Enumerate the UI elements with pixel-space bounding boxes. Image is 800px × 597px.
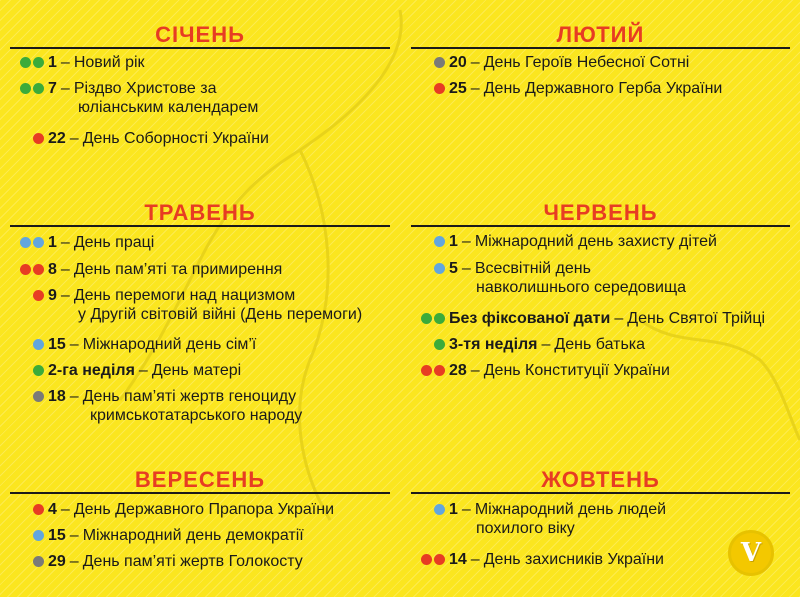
event-date: 1 [48, 54, 57, 71]
category-dots [10, 552, 48, 567]
month-title: ЖОВТЕНЬ [541, 467, 660, 492]
category-dots [411, 500, 449, 515]
category-dots [411, 309, 449, 324]
event-title: Міжнародний день сім’ї [82, 336, 257, 353]
event-date: 22 [48, 130, 66, 147]
event-title: День перемоги над нацизмом [73, 287, 296, 304]
event-date: 28 [449, 362, 467, 379]
month-header [411, 197, 790, 227]
event-title: День пам’яті жертв геноциду [82, 388, 297, 405]
event-title: День пам’яті жертв Голокосту [82, 553, 303, 570]
event-date: 9 [48, 287, 57, 304]
green-dot-icon [20, 83, 31, 94]
category-dots [411, 361, 449, 376]
green-dot-icon [434, 339, 445, 350]
event-title: День Святої Трійці [627, 310, 766, 327]
event-title: Міжнародний день людей [474, 501, 667, 518]
event-title-continuation: кримськотатарського народу [90, 407, 303, 424]
category-dots [411, 259, 449, 274]
red-dot-icon [33, 133, 44, 144]
event-item: 28 – День Конституції України [411, 361, 790, 380]
event-item: 1 – День праці [10, 233, 390, 252]
month-title: ТРАВЕНЬ [144, 200, 256, 225]
month-header [411, 19, 790, 49]
event-title: Міжнародний день демократії [82, 527, 304, 544]
event-title: День Державного Прапора України [73, 501, 335, 518]
event-item: 18 – День пам’яті жертв геноциду кримськотатарського народу [10, 387, 390, 425]
red-dot-icon [421, 365, 432, 376]
red-dot-icon [33, 264, 44, 275]
event-title: День Героїв Небесної Сотні [483, 54, 690, 71]
blue-dot-icon [434, 504, 445, 515]
event-item: 1 – Новий рік [10, 53, 390, 72]
event-title-continuation: юліанським календарем [78, 99, 259, 116]
blue-dot-icon [33, 237, 44, 248]
month-panel-may [10, 197, 390, 424]
event-item: 22 – День Соборності України [10, 129, 390, 148]
event-title: Міжнародний день захисту дітей [474, 233, 717, 250]
month-panel-january [10, 19, 390, 147]
event-title: День праці [73, 234, 155, 251]
event-date: 2-га неділя [48, 362, 135, 379]
event-item: 15 – Міжнародний день демократії [10, 526, 390, 545]
blue-dot-icon [20, 237, 31, 248]
month-header [10, 19, 390, 49]
month-header [10, 197, 390, 227]
category-dots [10, 260, 48, 275]
month-panel-february [411, 19, 790, 97]
month-title: ЧЕРВЕНЬ [543, 200, 658, 225]
event-title-continuation: навколишнього середовища [476, 279, 687, 296]
red-dot-icon [33, 290, 44, 301]
red-dot-icon [33, 504, 44, 515]
blue-dot-icon [434, 263, 445, 274]
event-date: 14 [449, 551, 467, 568]
event-item: Без фіксованої дати – День Святої Трійці [411, 309, 790, 328]
event-title: Різдво Христове за [73, 80, 217, 97]
event-date: 20 [449, 54, 467, 71]
event-item: 14 – День захисників України [411, 550, 790, 569]
green-dot-icon [434, 313, 445, 324]
event-item: 3-тя неділя – День батька [411, 335, 790, 354]
month-title: ЛЮТИЙ [556, 22, 645, 47]
event-title: Всесвітній день [474, 260, 591, 277]
event-item: 29 – День пам’яті жертв Голокосту [10, 552, 390, 571]
event-title: День пам’яті та примирення [73, 261, 283, 278]
event-date: 1 [48, 234, 57, 251]
category-dots [10, 79, 48, 94]
event-date: Без фіксованої дати [449, 310, 611, 327]
red-dot-icon [434, 83, 445, 94]
event-title: День матері [151, 362, 242, 379]
event-item: 15 – Міжнародний день сім’ї [10, 335, 390, 354]
event-date: 8 [48, 261, 57, 278]
event-item: 2-га неділя – День матері [10, 361, 390, 380]
event-title-continuation: у Другій світовій війні (День перемоги) [78, 306, 363, 323]
category-dots [10, 53, 48, 68]
event-title: День захисників України [483, 551, 664, 568]
event-title: День Конституції України [483, 362, 670, 379]
event-item: 1 – Міжнародний день захисту дітей [411, 232, 790, 251]
event-date: 3-тя неділя [449, 336, 538, 353]
category-dots [10, 387, 48, 402]
gray-dot-icon [33, 391, 44, 402]
event-item: 8 – День пам’яті та примирення [10, 260, 390, 279]
event-item: 9 – День перемоги над нацизмом у Другій світовій війні (День перемоги) [10, 286, 390, 324]
category-dots [411, 79, 449, 94]
month-title: СІЧЕНЬ [155, 22, 245, 47]
month-panel-october [411, 464, 790, 568]
v-logo-icon: V [728, 530, 774, 576]
category-dots [411, 53, 449, 68]
month-title: ВЕРЕСЕНЬ [134, 467, 266, 492]
green-dot-icon [33, 83, 44, 94]
event-item: 25 – День Державного Герба України [411, 79, 790, 98]
red-dot-icon [421, 554, 432, 565]
event-title: День Державного Герба України [483, 80, 723, 97]
gray-dot-icon [33, 556, 44, 567]
event-title: День батька [554, 336, 646, 353]
event-date: 29 [48, 553, 66, 570]
green-dot-icon [33, 365, 44, 376]
category-dots [411, 335, 449, 350]
event-item: 20 – День Героїв Небесної Сотні [411, 53, 790, 72]
event-title: Новий рік [73, 54, 145, 71]
month-header [411, 464, 790, 494]
gray-dot-icon [434, 57, 445, 68]
category-dots [411, 232, 449, 247]
blue-dot-icon [33, 530, 44, 541]
category-dots [10, 526, 48, 541]
month-panel-september [10, 464, 390, 570]
red-dot-icon [434, 554, 445, 565]
event-title-continuation: похилого віку [476, 520, 575, 537]
blue-dot-icon [33, 339, 44, 350]
event-date: 1 [449, 501, 458, 518]
event-date: 1 [449, 233, 458, 250]
event-item: 4 – День Державного Прапора України [10, 500, 390, 519]
category-dots [10, 286, 48, 301]
category-dots [10, 233, 48, 248]
event-date: 4 [48, 501, 57, 518]
green-dot-icon [421, 313, 432, 324]
event-date: 7 [48, 80, 57, 97]
event-date: 18 [48, 388, 66, 405]
event-date: 15 [48, 336, 66, 353]
event-title: День Соборності України [82, 130, 269, 147]
blue-dot-icon [434, 236, 445, 247]
event-item: 5 – Всесвітній день навколишнього середовища [411, 259, 790, 297]
red-dot-icon [434, 365, 445, 376]
category-dots [10, 335, 48, 350]
event-item: 1 – Міжнародний день людей похилого віку [411, 500, 790, 538]
green-dot-icon [33, 57, 44, 68]
event-date: 25 [449, 80, 467, 97]
month-panel-june [411, 197, 790, 379]
month-header [10, 464, 390, 494]
red-dot-icon [20, 264, 31, 275]
event-date: 5 [449, 260, 458, 277]
event-date: 15 [48, 527, 66, 544]
green-dot-icon [20, 57, 31, 68]
category-dots [10, 129, 48, 144]
event-item: 7 – Різдво Христове за юліанським календарем [10, 79, 390, 117]
category-dots [10, 500, 48, 515]
category-dots [411, 550, 449, 565]
category-dots [10, 361, 48, 376]
